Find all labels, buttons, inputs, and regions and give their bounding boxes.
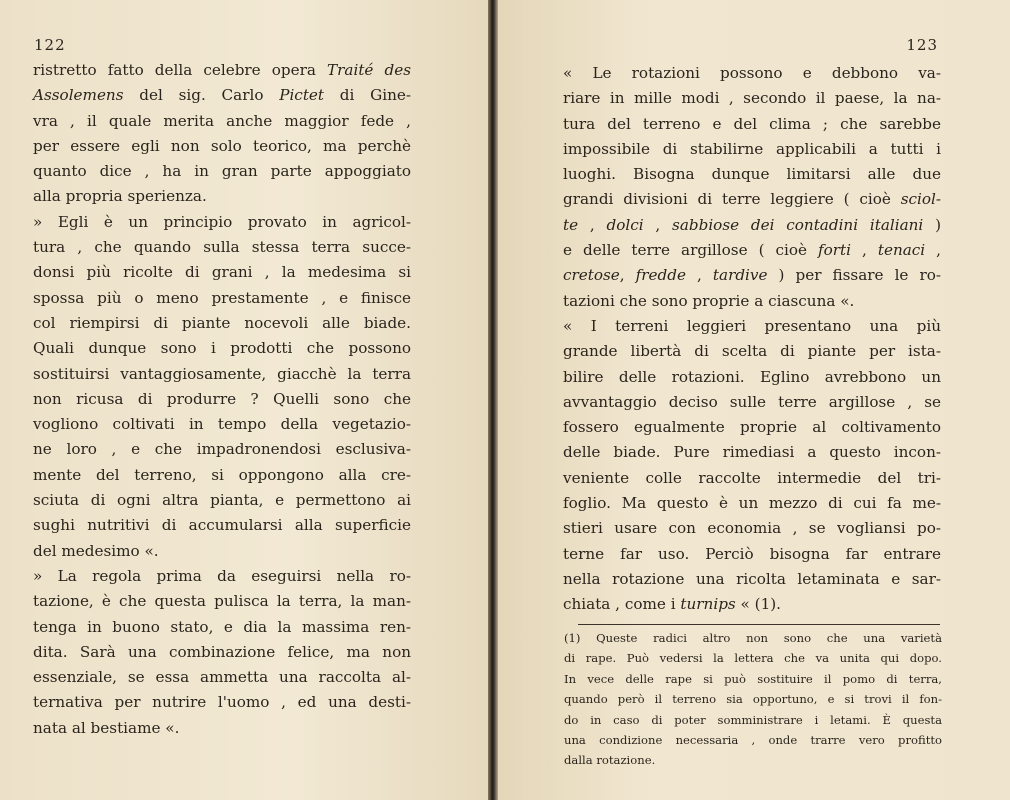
footnote — [564, 628, 942, 771]
text-line — [33, 184, 411, 209]
text-line — [564, 669, 942, 689]
text-line — [564, 648, 942, 668]
text-segment: Assolemens — [33, 86, 124, 105]
text-segment: nata al bestiame «. — [33, 718, 180, 737]
text-line — [33, 260, 411, 285]
text-segment: donsi più ricolte di grani , la medesima si — [33, 263, 411, 282]
text-segment: avvantaggio deciso sulle terre argillose , se — [563, 392, 941, 411]
text-line — [33, 235, 411, 260]
text-segment: impossibile di stabilirne applicabili a tutti i — [563, 139, 941, 158]
text-line — [33, 690, 411, 715]
text-segment: bilire delle rotazioni. Eglino avrebbono un — [563, 367, 941, 386]
text-segment: ristretto fatto della celebre opera — [33, 61, 328, 79]
text-segment: tardive — [712, 266, 768, 285]
text-line — [563, 491, 941, 516]
text-segment: « (1). — [735, 595, 782, 614]
text-segment: luoghi. Bisogna dunque limitarsi alle due — [563, 165, 941, 184]
text-segment: non ricusa di produrre ? Quelli sono che — [33, 389, 411, 408]
text-segment: vogliono coltivati in tempo della vegetazio- — [33, 415, 411, 434]
text-line — [563, 314, 941, 339]
text-line — [33, 640, 411, 665]
text-segment: del sig. Carlo — [123, 86, 280, 105]
text-line — [33, 83, 411, 108]
text-line — [33, 387, 411, 412]
text-line — [33, 615, 411, 640]
text-segment: ) — [923, 215, 942, 234]
text-segment: ) per fissare le ro- — [767, 266, 942, 285]
text-segment: quando però il terreno sia opportuno, e si trovi il fon- — [564, 692, 942, 707]
text-line — [563, 263, 941, 288]
text-segment: cretose — [563, 266, 620, 285]
text-line — [33, 286, 411, 311]
text-segment: per essere egli non solo teorico, ma perchè — [33, 136, 411, 155]
text-line — [33, 437, 411, 462]
text-line — [33, 109, 411, 134]
text-line — [33, 539, 411, 564]
text-segment: turnips — [680, 595, 736, 614]
text-segment: e delle terre argillose ( cioè — [563, 241, 819, 260]
text-segment: dolci — [606, 215, 644, 234]
book-gutter — [488, 0, 498, 800]
text-segment: (1) Queste radici altro non sono che una varietà — [564, 631, 942, 645]
right-page-text — [563, 61, 941, 618]
text-segment: sciuta di ogni altra pianta, e permettono ai — [33, 491, 411, 510]
text-line — [564, 689, 942, 709]
text-segment: grande libertà di scelta di piante per ista- — [563, 342, 941, 361]
text-line — [33, 210, 411, 235]
text-segment: , — [643, 215, 673, 234]
text-segment: sughi nutritivi di accumularsi alla superficie — [33, 516, 411, 535]
text-line — [33, 589, 411, 614]
text-line — [563, 592, 941, 617]
text-segment: , — [685, 266, 713, 285]
text-line — [33, 716, 411, 741]
text-segment: quanto dice , ha in gran parte appoggiato — [33, 162, 411, 181]
left-page-text — [33, 58, 411, 741]
text-line — [33, 513, 411, 538]
text-line — [33, 665, 411, 690]
text-segment: chiata , come i — [563, 595, 681, 614]
text-segment: essenziale, se essa ammetta una raccolta al- — [33, 668, 411, 687]
text-segment: veniente colle raccolte intermedie del tri- — [563, 468, 941, 487]
left-page — [0, 0, 488, 800]
text-segment: ne loro , e che impadronendosi esclusiva- — [33, 440, 411, 459]
text-segment: sostituirsi vantaggiosamente, giacchè la terra — [33, 364, 411, 383]
text-segment: sabbiose dei contadini italiani — [672, 215, 924, 234]
text-segment: Traité des — [327, 61, 411, 79]
text-line — [563, 415, 941, 440]
text-segment: vra , il quale merita anche maggior fede , — [33, 111, 411, 130]
text-segment: col riempirsi di piante nocevoli alle biade. — [33, 313, 411, 332]
text-line — [33, 564, 411, 589]
text-segment: Pictet — [279, 86, 325, 105]
text-line — [33, 311, 411, 336]
page-number-right: 123 — [906, 36, 938, 54]
text-line — [33, 159, 411, 184]
text-line — [564, 730, 942, 750]
text-segment: delle biade. Pure rimediasi a questo incon- — [563, 443, 941, 462]
text-line — [563, 86, 941, 111]
text-segment: tenaci — [877, 241, 926, 260]
text-segment: « I terreni leggieri presentano una più — [563, 316, 941, 335]
text-line — [563, 112, 941, 137]
text-line — [563, 339, 941, 364]
text-line — [563, 542, 941, 567]
text-segment: dalla rotazione. — [564, 753, 656, 768]
text-segment: mente del terreno, si oppongono alla cre- — [33, 465, 411, 484]
text-segment: spossa più o meno prestamente , e finisce — [33, 288, 411, 307]
text-line — [563, 238, 941, 263]
text-segment: dita. Sarà una combinazione felice, ma non — [33, 642, 411, 661]
text-segment: di Gine- — [324, 86, 411, 105]
text-segment: sciol- — [900, 190, 941, 209]
text-line — [33, 488, 411, 513]
text-segment: del medesimo «. — [33, 541, 159, 560]
text-line — [33, 412, 411, 437]
text-segment: , — [925, 241, 942, 260]
text-segment: nella rotazione una ricolta letaminata e sar- — [563, 569, 941, 588]
text-line — [564, 628, 942, 648]
text-segment: alla propria sperienza. — [33, 187, 207, 206]
text-line — [563, 162, 941, 187]
text-line — [563, 213, 941, 238]
text-segment: » Egli è un principio provato in agricol- — [33, 212, 411, 231]
text-segment: , — [619, 266, 636, 285]
text-line — [563, 61, 941, 86]
text-segment: , — [851, 241, 878, 260]
text-line — [563, 567, 941, 592]
text-segment: stieri usare con economia , se vogliansi po- — [563, 519, 941, 538]
text-segment: tura del terreno e del clima ; che sarebbe — [563, 114, 941, 133]
text-segment: una condizione necessaria , onde trarre vero profitto — [564, 732, 942, 747]
text-segment: forti — [818, 241, 852, 260]
text-line — [33, 336, 411, 361]
text-line — [564, 750, 942, 770]
page-number-left: 122 — [34, 36, 66, 54]
text-segment: tura , che quando sulla stessa terra succe- — [33, 238, 411, 257]
text-line — [563, 390, 941, 415]
text-line — [563, 466, 941, 491]
text-line — [33, 134, 411, 159]
text-segment: » La regola prima da eseguirsi nella ro- — [33, 566, 411, 585]
text-segment: , — [578, 215, 607, 234]
text-line — [563, 365, 941, 390]
text-line — [563, 289, 941, 314]
text-line — [563, 440, 941, 465]
text-segment: « Le rotazioni possono e debbono va- — [563, 64, 941, 82]
text-segment: tenga in buono stato, e dia la massima ren- — [33, 617, 411, 636]
text-line — [563, 137, 941, 162]
text-segment: ternativa per nutrire l'uomo , ed una desti- — [33, 693, 411, 712]
text-line — [563, 187, 941, 212]
text-segment: foglio. Ma questo è un mezzo di cui fa me- — [563, 494, 941, 513]
text-segment: te — [563, 215, 579, 234]
text-segment: terne far uso. Perciò bisogna far entrare — [563, 544, 941, 563]
text-line — [564, 710, 942, 730]
text-segment: In vece delle rape si può sostituire il pomo di terra, — [564, 671, 942, 686]
footnote-rule — [578, 624, 940, 625]
text-segment: fredde — [635, 266, 686, 285]
text-segment: tazione, è che questa pulisca la terra, la man- — [33, 592, 411, 611]
text-segment: fossero egualmente proprie al coltivamento — [563, 418, 941, 437]
text-segment: grandi divisioni di terre leggiere ( cioè — [563, 190, 901, 209]
text-segment: di rape. Può vedersi la lettera che va unita qui dopo. — [564, 651, 942, 666]
text-line — [33, 58, 411, 83]
text-line — [33, 463, 411, 488]
text-segment: do in caso di poter somministrare i letami. È questa — [564, 712, 942, 727]
text-segment: tazioni che sono proprie a ciascuna «. — [563, 291, 855, 310]
text-segment: Quali dunque sono i prodotti che possono — [33, 339, 411, 358]
text-segment: riare in mille modi , secondo il paese, la na- — [563, 89, 941, 108]
text-line — [33, 362, 411, 387]
text-line — [563, 516, 941, 541]
right-page — [498, 0, 1010, 800]
